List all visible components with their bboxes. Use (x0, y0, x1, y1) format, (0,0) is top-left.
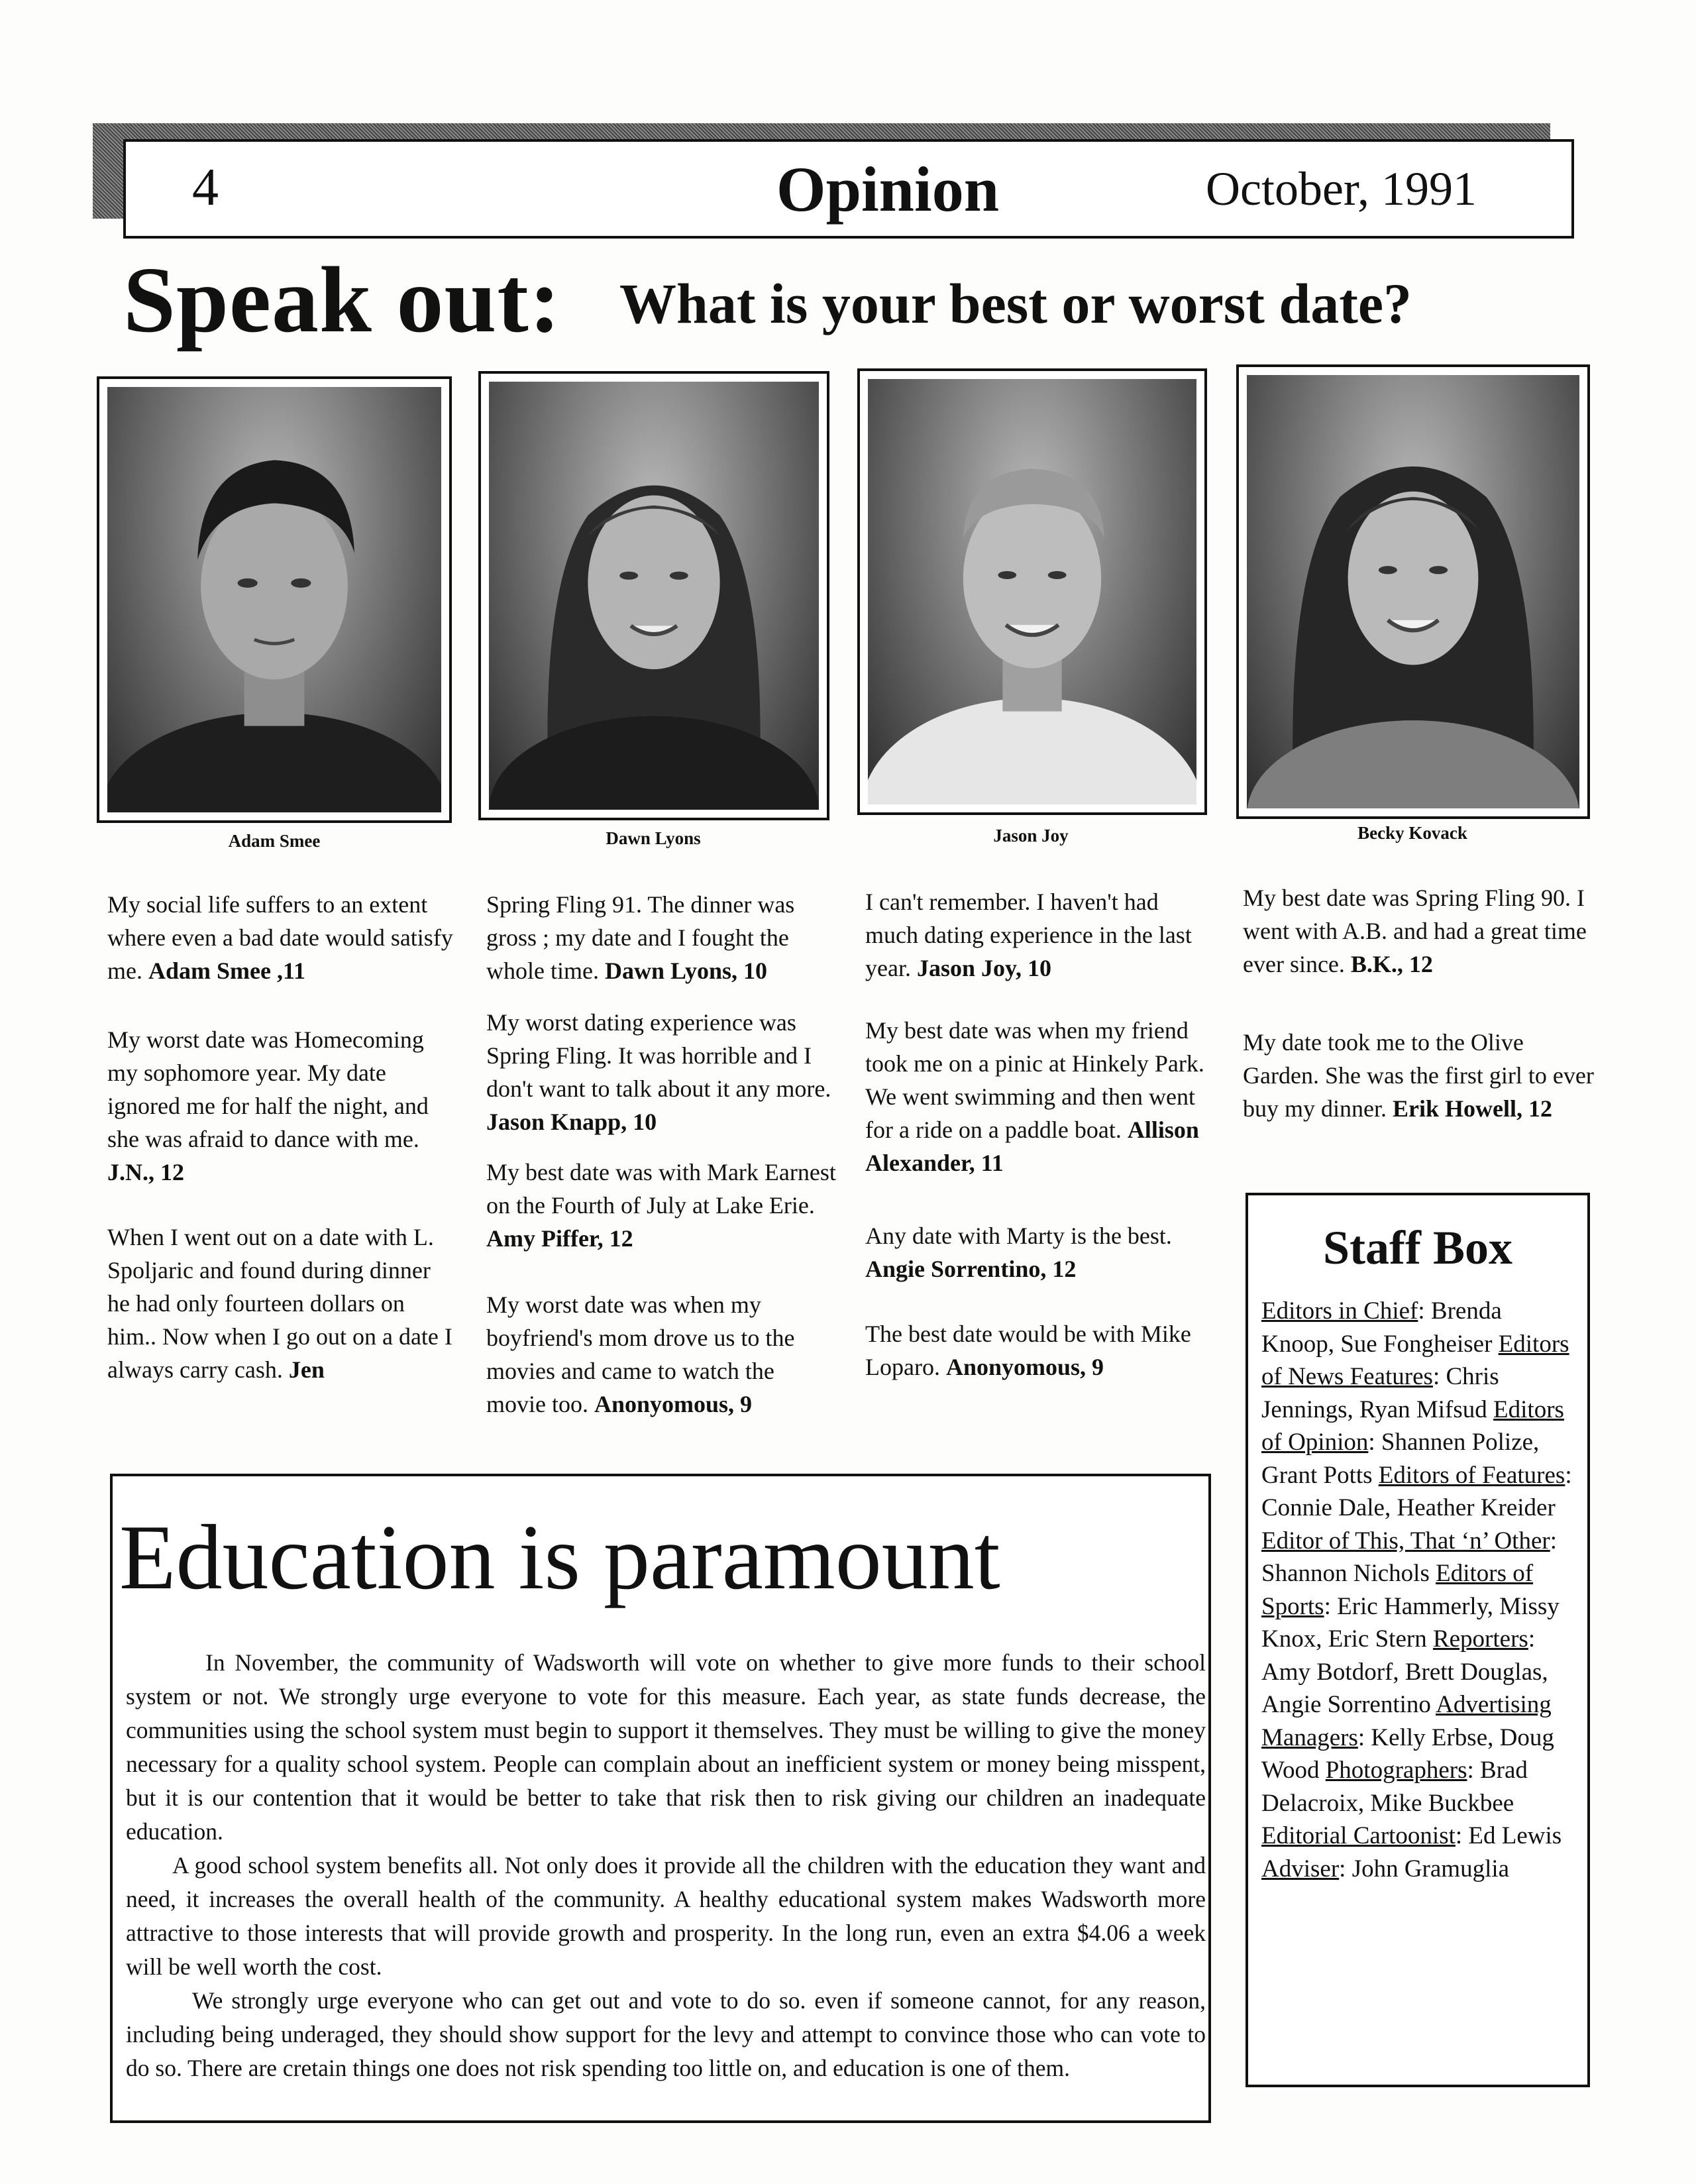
staff-names: Amy Botdorf, Brett Douglas, Angie Sorrentino (1261, 1658, 1548, 1718)
speak-out-question: What is your best or worst date? (619, 272, 1412, 335)
editorial-paragraph: A good school system benefits all. Not only does it provide all the children with the education they want and need, it increases the overall health of the community. A healthy educational system makes Wadsworth more attractive to those interests that will provide growth and prosperity. In the long run, even an extra $4.06 a week will be well worth the cost. (126, 1852, 1206, 1980)
quote (107, 888, 458, 987)
staff-box (1246, 1193, 1590, 2087)
quote-author: Erik Howell, 12 (1392, 1095, 1552, 1122)
quote-author: Jason Knapp, 10 (486, 1109, 657, 1135)
quote-text: My best date was when my friend took me on a pinic at Hinkely Park. We went swimming and then went for a ride on a paddle boat. (865, 1017, 1204, 1143)
quote (1243, 1026, 1594, 1125)
editorial-title: Education is paramount (119, 1506, 1000, 1609)
quote (486, 1006, 837, 1138)
staff-role: Adviser (1261, 1855, 1340, 1883)
quote-text: My worst date was Homecoming my sophomore year. My date ignored me for half the night, and she was afraid to dance with me. (107, 1026, 429, 1152)
photo-frame-becky (1236, 364, 1590, 819)
issue-date: October, 1991 (1206, 162, 1477, 215)
staff-box-title: Staff Box (1323, 1221, 1512, 1274)
quote-text: When I went out on a date with L. Spoljaric and found during dinner he had only fourteen dollars on him.. Now when I go out on a date I always carry cash. (107, 1224, 452, 1383)
staff-role: Editors of News Features (1261, 1330, 1569, 1390)
staff-names: Brad Delacroix, Mike Buckbee (1261, 1757, 1528, 1817)
photo-frame-dawn (478, 371, 829, 820)
quote-author: Jason Joy, 10 (916, 955, 1052, 981)
quote-text: My date took me to the Olive Garden. She was the first girl to ever buy my dinner. (1243, 1029, 1594, 1122)
staff-names: Shannen Polize, Grant Potts (1261, 1429, 1540, 1489)
quote-text: I can't remember. I haven't had much dating experience in the last year. (865, 889, 1192, 981)
photo-caption: Jason Joy (993, 826, 1069, 846)
quote-text: My worst dating experience was Spring Fling. It was horrible and I don't want to talk about it any more. (486, 1009, 831, 1102)
quote (865, 1219, 1216, 1285)
quote-author: Amy Piffer, 12 (486, 1225, 633, 1252)
photo-caption: Adam Smee (228, 831, 321, 851)
staff-names: John Gramuglia (1352, 1855, 1510, 1883)
editorial-body (126, 1646, 1206, 2085)
staff-role: Editor of This, That ‘n’ Other (1261, 1527, 1550, 1555)
staff-role: Editorial Cartoonist (1261, 1822, 1456, 1849)
quote (1243, 881, 1594, 981)
quote (486, 888, 837, 987)
staff-names: Kelly Erbse, Doug Wood (1261, 1723, 1554, 1784)
quote-text: My worst date was when my boyfriend's mom drove us to the movies and came to watch the movie too. (486, 1291, 795, 1417)
quote (107, 1023, 458, 1189)
quote (865, 885, 1216, 985)
portrait-photo (107, 387, 441, 812)
staff-list: Editors in Chief: Brenda Knoop, Sue Fongheiser Editors of News Features: Chris Jennings, Ryan Mifsud Editors of Opinion: Shannen Polize, Grant Potts Editors of Features: Connie Dale, Heather Kreider Editor of This, That ‘n’ Other: Shannon Nichols Editors of Sports: Eric Hammerly, Missy Knox, Eric Stern Reporters: Amy Botdorf, Brett Douglas, Angie Sorrentino Advertising Managers: Kelly Erbse, Doug Wood Photographers: Brad Delacroix, Mike Buckbee Editorial Cartoonist: Ed Lewis Adviser: John Gramuglia (1261, 1297, 1572, 1883)
quote-text: My best date was Spring Fling 90. I went with A.B. and had a great time ever since. (1243, 885, 1587, 977)
portrait-photo (489, 382, 819, 810)
quote-author: Anonyomous, 9 (594, 1391, 753, 1417)
staff-role: Editors of Features (1378, 1461, 1565, 1489)
quote-author: B.K., 12 (1350, 951, 1433, 977)
staff-role: Advertising Managers (1261, 1691, 1552, 1751)
staff-role: Editors of Sports (1261, 1560, 1534, 1620)
staff-role: Reporters (1432, 1625, 1528, 1653)
staff-names: Ed Lewis (1468, 1822, 1562, 1849)
photo-caption: Becky Kovack (1357, 823, 1467, 843)
photo-frame-jason (857, 368, 1207, 815)
quote-author: Adam Smee ,11 (148, 957, 305, 984)
quote (865, 1014, 1216, 1179)
staff-names: Connie Dale, Heather Kreider (1261, 1494, 1556, 1521)
quote-author: J.N., 12 (107, 1159, 184, 1185)
photo-caption: Dawn Lyons (606, 828, 701, 848)
staff-role: Editors of Opinion (1261, 1395, 1564, 1456)
quote (107, 1221, 458, 1386)
quote-text: Any date with Marty is the best. (865, 1223, 1172, 1249)
portrait-photo (1247, 375, 1579, 808)
section-title: Opinion (776, 154, 1000, 225)
staff-role: Photographers (1325, 1757, 1467, 1784)
quote-text: My social life suffers to an extent where even a bad date would satisfy me. (107, 891, 453, 984)
photo-frame-adam (97, 376, 452, 823)
quote-author: Angie Sorrentino, 12 (865, 1256, 1077, 1282)
page-number: 4 (192, 158, 219, 217)
staff-names: Shannon Nichols (1261, 1560, 1430, 1587)
editorial-paragraph: We strongly urge everyone who can get out and vote to do so. even if someone cannot, for any reason, including being underaged, they should show support for the levy and attempt to convince those who can vote to do so. There are cretain things one does not risk spending too little on, and education is one of them. (126, 1987, 1206, 2081)
speak-out-headline: Speak out: (123, 247, 561, 352)
quote-text: Spring Fling 91. The dinner was gross ; my date and I fought the whole time. (486, 891, 795, 984)
quote (486, 1288, 837, 1421)
quote-author: Anonyomous, 9 (945, 1354, 1104, 1380)
quote (865, 1317, 1216, 1384)
staff-role: Editors in Chief (1261, 1297, 1418, 1325)
staff-names: Chris Jennings, Ryan Mifsud (1261, 1363, 1499, 1423)
quote (486, 1156, 837, 1255)
quote-author: Allison Alexander, 11 (865, 1117, 1199, 1176)
editorial-paragraph: In November, the community of Wadsworth will vote on whether to give more funds to their school system or not. We strongly urge everyone to vote for this measure. Each year, as state funds decrease, the communities using the school system must begin to support it themselves. They must be willing to give the money necessary for a quality school system. People can complain about an inefficient system or money being misspent, but it is our contention that it would be better to take that risk then to risk giving our children an inadequate education. (126, 1649, 1206, 1845)
quote-author: Dawn Lyons, 10 (604, 957, 768, 984)
staff-names: Brenda Knoop, Sue Fongheiser (1261, 1297, 1502, 1358)
portrait-photo (868, 379, 1196, 804)
quote-text: My best date was with Mark Earnest on the Fourth of July at Lake Erie. (486, 1159, 836, 1219)
staff-names: Eric Hammerly, Missy Knox, Eric Stern (1261, 1592, 1560, 1653)
quote-author: Jen (288, 1356, 325, 1383)
quote-text: The best date would be with Mike Loparo. (865, 1321, 1191, 1380)
